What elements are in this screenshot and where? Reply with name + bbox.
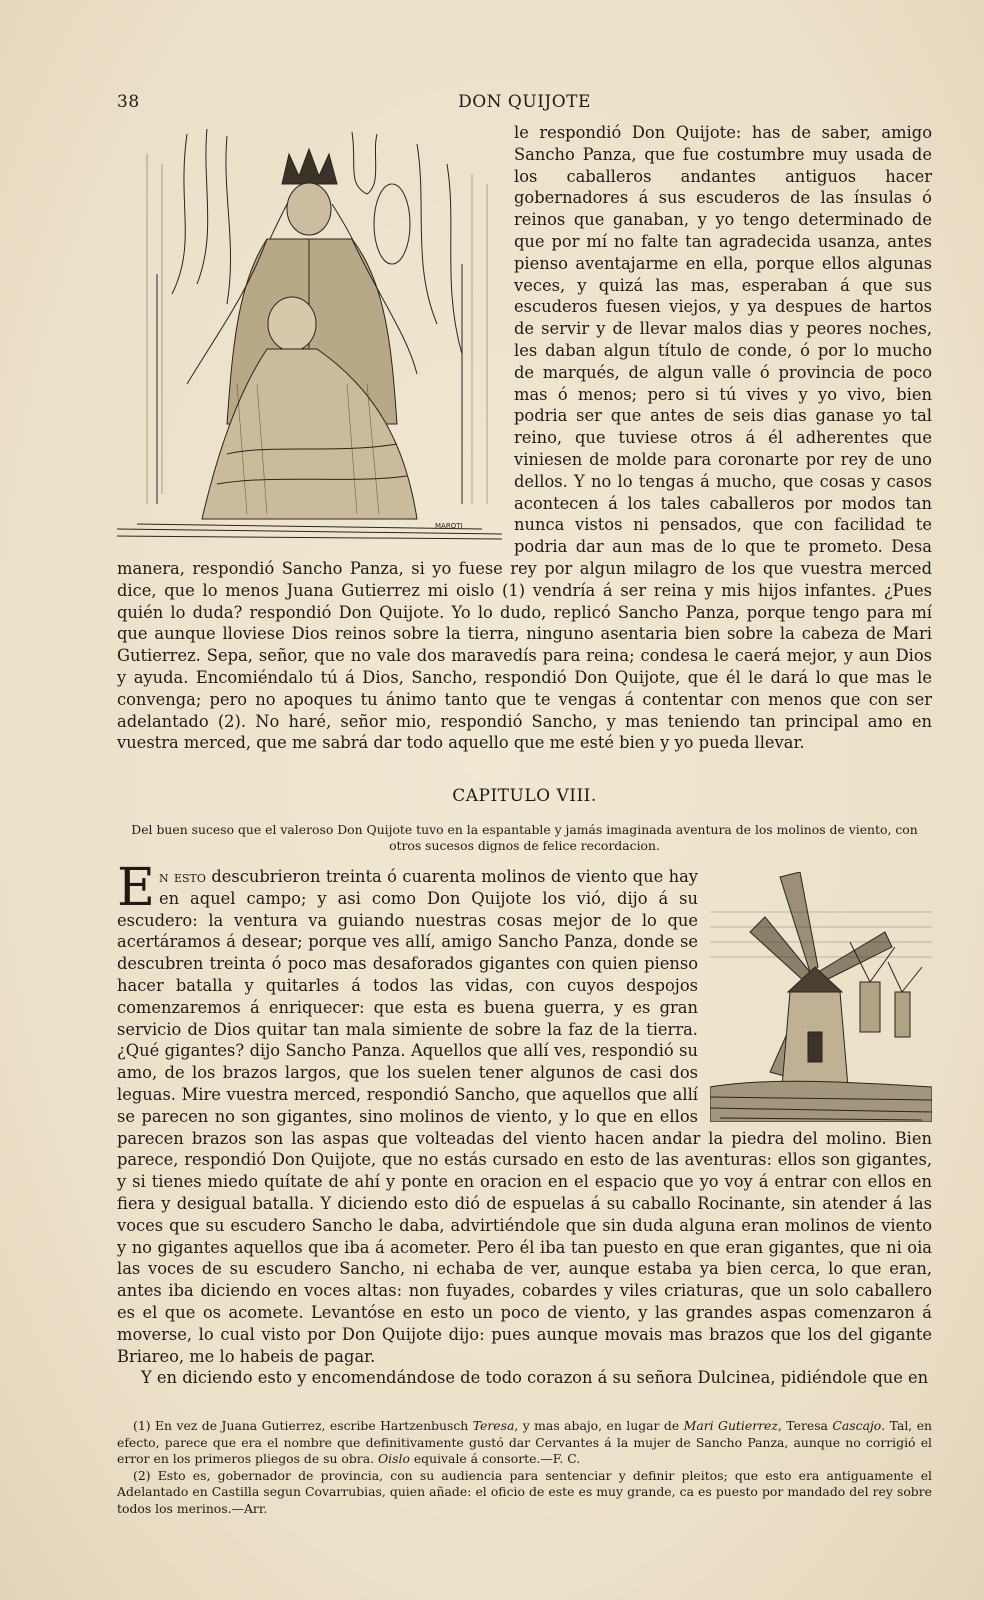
top-paragraph: le respondió Don Quijote: has de saber, amigo Sancho Panza, que fue costumbre muy usada de los caballeros andantes antiguos hacer gobernadores á sus escuderos de las ínsulas ó reinos que ganaban, y yo tengo determinado de que por mí no falte tan agradecida usanza, antes pienso aventajarme en ella, porque ellos algunas veces, y quizá las mas, esperaban á que sus escuderos fuesen viejos, y ya despues de hartos de servir y de llevar malos dias y peores noches, les daban algun título de conde, ó por lo mucho de marqués, de algun valle ó provincia de poco mas ó menos; pero si tú vives y yo vivo, bien podria ser que antes de seis dias ganase yo tal reino, que tuviese otros á él adherentes que viniesen de molde para coronarte por rey de uno dellos. Y no lo tengas á mucho, que cosas y casos acontecen á los tales caballeros por modos tan nunca vistos ni pensados, que con facilidad te podria dar aun mas de lo que te prometo. Desa manera, respondió Sancho Panza, si yo fuese rey por algun milagro de los que vuestra merced dice, que lo menos Juana Gutierrez mi oislo (1) vendría á ser reina y mis hijos infantes. ¿Pues quién lo duda? respondió Don Quijote. Yo lo dudo, replicó Sancho Panza, porque tengo para mí que aunque lloviese Dios reinos sobre la tierra, ninguno asentaria bien sobre la cabeza de Mari Gutierrez. Sepa, señor, que no vale dos maravedís para reina; condesa le caerá mejor, y aun Dios y ayuda. Encomiéndalo tú á Dios, Sancho, respondió Don Quijote, que él le dará lo que mas le convenga; pero no apoques tu ánimo tanto que te vengas á contentar con menos que con ser adelantado (2). No haré, señor mio, respondió Sancho, y mas teniendo tan principal amo en vuestra merced, que me sabrá dar todo aquello que me esté bien y yo pueda llevar. xyxy=(117,123,932,753)
footnote-1: (1) En vez de Juana Gutierrez, escribe Hartzenbusch Teresa, y mas abajo, en lugar de Mari Gutierrez, Teresa Cascajo. Tal, en efecto, parece que era el nombre que definitivamente gustó dar Cervantes á la mujer de Sancho Panza, aunque no corrigió el error en los primeros pliegos de su obra. Oislo equivale á consorte.—F. C. xyxy=(117,1418,933,1467)
footnotes xyxy=(117,1418,932,1518)
footnote-2: (2) Esto es, gobernador de provincia, con su audiencia para sentenciar y definir pleitos; que esto era antiguamente el Adelantado en Castilla segun Covarrubias, quien añade: el oficio de este es muy grande, ca es puesto por mandado del rey sobre todos los merinos.—Arr. xyxy=(117,1467,932,1516)
queen-combing-girl-engraving-icon xyxy=(117,124,502,544)
chapter-paragraph-2: Y en diciendo esto y encomendándose de todo corazon á su señora Dulcinea, pidiéndole que en xyxy=(141,1368,929,1388)
running-title: DON QUIJOTE xyxy=(458,92,591,112)
running-header xyxy=(117,92,932,114)
drop-cap: E xyxy=(117,858,155,918)
chapter-title: CAPITULO VIII. xyxy=(452,786,597,806)
chapter-paragraph-1: descubrieron treinta ó cuarenta molinos de viento que hay en aquel campo; y asi como Don Quijote los vió, dijo á su escudero: la ventura va guiando nuestras cosas mejor de lo que acertáramos á desear; porque ves allí, amigo Sancho Panza, donde se descubren treinta ó poco mas desaforados gigantes con quien pienso hacer batalla y quitarles á todos las vidas, con cuyos despojos comenzaremos á enriquecer: que esta es buena guerra, y es gran servicio de Dios quitar tan mala simiente de sobre la faz de la tierra. ¿Qué gigantes? dijo Sancho Panza. Aquellos que allí ves, respondió su amo, de los brazos largos, que los suelen tener algunos de casi dos leguas. Mire vuestra merced, respondió Sancho, que aquellos que allí se parecen no son gigantes, sino molinos de viento, y lo que en ellos parecen brazos son las aspas que volteadas del viento hacen andar la piedra del molino. Bien parece, respondió Don Quijote, que no estás cursado en esto de las aventuras: ellos son gigantes, y si tienes miedo quítate de ahí y ponte en oracion en el espacio que yo voy á entrar con ellos en fiera y desigual batalla. Y diciendo esto dió de espuelas á su caballo Rocinante, sin atender á las voces que su escudero Sancho le daba, advirtiéndole que sin duda alguna eran molinos de viento y no gigantes aquellos que iba á acometer. Pero él iba tan puesto en que eran gigantes, que ni oia las voces de su escudero Sancho, ni echaba de ver, aunque estaba ya bien cerca, lo que eran, antes iba diciendo en voces altas: non fuyades, cobardes y viles criaturas, que un solo caballero es el que os acomete. Levantóse en esto un poco de viento, y las grandes aspas comenzaron á moverse, lo cual visto por Don Quijote dijo: pues aunque movais mas brazos que los del gigante Briareo, me lo habeis de pagar. xyxy=(117,867,932,1366)
top-text-block xyxy=(117,122,932,754)
engraver-signature: MAROTI xyxy=(435,522,463,530)
windmills-engraving-icon xyxy=(710,872,932,1122)
chapter-summary: Del buen suceso que el valeroso Don Quijote tuvo en la espantable y jamás imaginada aventura de los molinos de viento, con otros sucesos dignos de felice recordacion. xyxy=(131,822,918,853)
page-number: 38 xyxy=(117,92,140,112)
chapter-first-words: n esto xyxy=(158,867,206,886)
chapter-text-block xyxy=(117,858,932,1389)
